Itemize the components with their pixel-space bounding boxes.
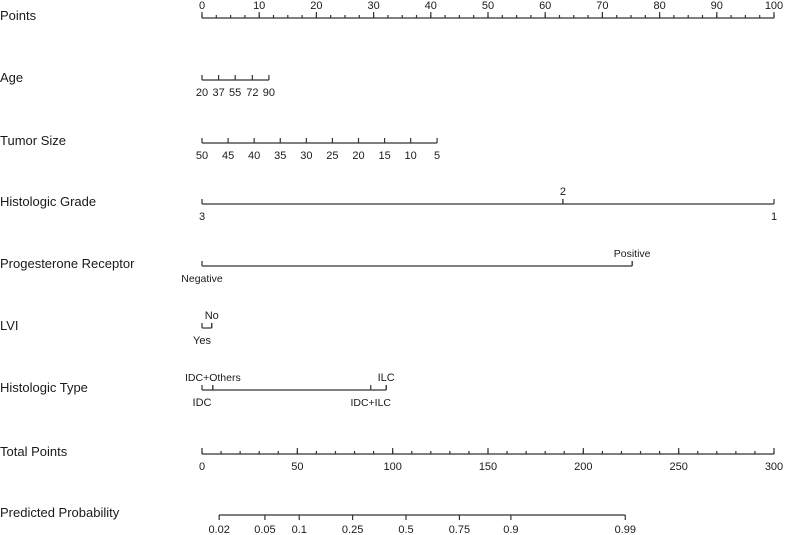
tick-label: 25	[326, 150, 339, 162]
tick-label: 35	[274, 150, 287, 162]
points-tick-label: 40	[424, 0, 437, 12]
probability-tick-label: 0.02	[208, 524, 230, 535]
tick-label: 50	[195, 150, 209, 162]
tick-label: 3	[198, 211, 206, 223]
tick-label: 15	[378, 150, 391, 162]
probability-tick-label: 0.1	[291, 524, 307, 535]
tick-label: IDC+ILC	[350, 397, 392, 409]
tick-label: 45	[221, 150, 235, 162]
probability-tick-label: 0.5	[398, 524, 414, 535]
tick-label: ILC	[377, 372, 395, 384]
row-label-progesterone-receptor: Progesterone Receptor	[0, 256, 135, 271]
row-label-predicted-probability: Predicted Probability	[0, 505, 120, 520]
tick-label: 72	[246, 87, 259, 99]
probability-tick-label: 0.05	[254, 524, 276, 535]
tick-label: 40	[248, 150, 261, 162]
tick-label: 2	[559, 186, 566, 198]
total-points-tick-label: 0	[198, 461, 206, 473]
row-label-histologic-type: Histologic Type	[0, 380, 88, 395]
row-label-tumor-size: Tumor Size	[0, 133, 66, 148]
tick-label: 55	[229, 87, 242, 99]
tick-label: No	[204, 310, 219, 322]
points-tick-label: 100	[764, 0, 784, 12]
tick-label: 37	[212, 87, 225, 99]
total-points-tick-label: 250	[669, 461, 688, 473]
tick-label: IDC	[192, 397, 212, 409]
points-tick-label: 20	[310, 0, 323, 12]
tick-label: 20	[195, 87, 209, 99]
row-label-total-points: Total Points	[0, 444, 68, 459]
tick-label: Positive	[613, 248, 651, 260]
tick-label: 1	[770, 211, 778, 223]
row-label-points: Points	[0, 8, 37, 23]
points-tick-label: 0	[198, 0, 206, 12]
row-label-age: Age	[0, 70, 24, 85]
probability-tick-label: 0.25	[341, 524, 364, 535]
row-label-histologic-grade: Histologic Grade	[0, 194, 97, 209]
total-points-tick-label: 50	[291, 461, 304, 473]
points-tick-label: 80	[653, 0, 666, 12]
points-tick-label: 30	[367, 0, 380, 12]
points-tick-label: 10	[253, 0, 266, 12]
tick-label: 30	[300, 150, 313, 162]
tick-label: 10	[404, 150, 417, 162]
tick-label: 20	[352, 150, 365, 162]
points-tick-label: 50	[481, 0, 495, 12]
probability-tick-label: 0.75	[448, 524, 471, 535]
points-tick-label: 90	[710, 0, 723, 12]
row-label-lvi: LVI	[0, 318, 19, 333]
tick-label: 90	[262, 87, 276, 99]
points-tick-label: 70	[596, 0, 609, 12]
tick-label: 5	[434, 150, 441, 162]
total-points-tick-label: 200	[574, 461, 593, 473]
points-tick-label: 60	[539, 0, 552, 12]
tick-label: IDC+Others	[185, 372, 241, 384]
tick-label: Yes	[193, 335, 211, 347]
total-points-tick-label: 300	[764, 461, 784, 473]
tick-label: Negative	[181, 273, 223, 285]
probability-tick-label: 0.99	[614, 524, 636, 535]
total-points-tick-label: 150	[478, 461, 498, 473]
probability-tick-label: 0.9	[503, 524, 519, 535]
total-points-tick-label: 100	[383, 461, 402, 473]
